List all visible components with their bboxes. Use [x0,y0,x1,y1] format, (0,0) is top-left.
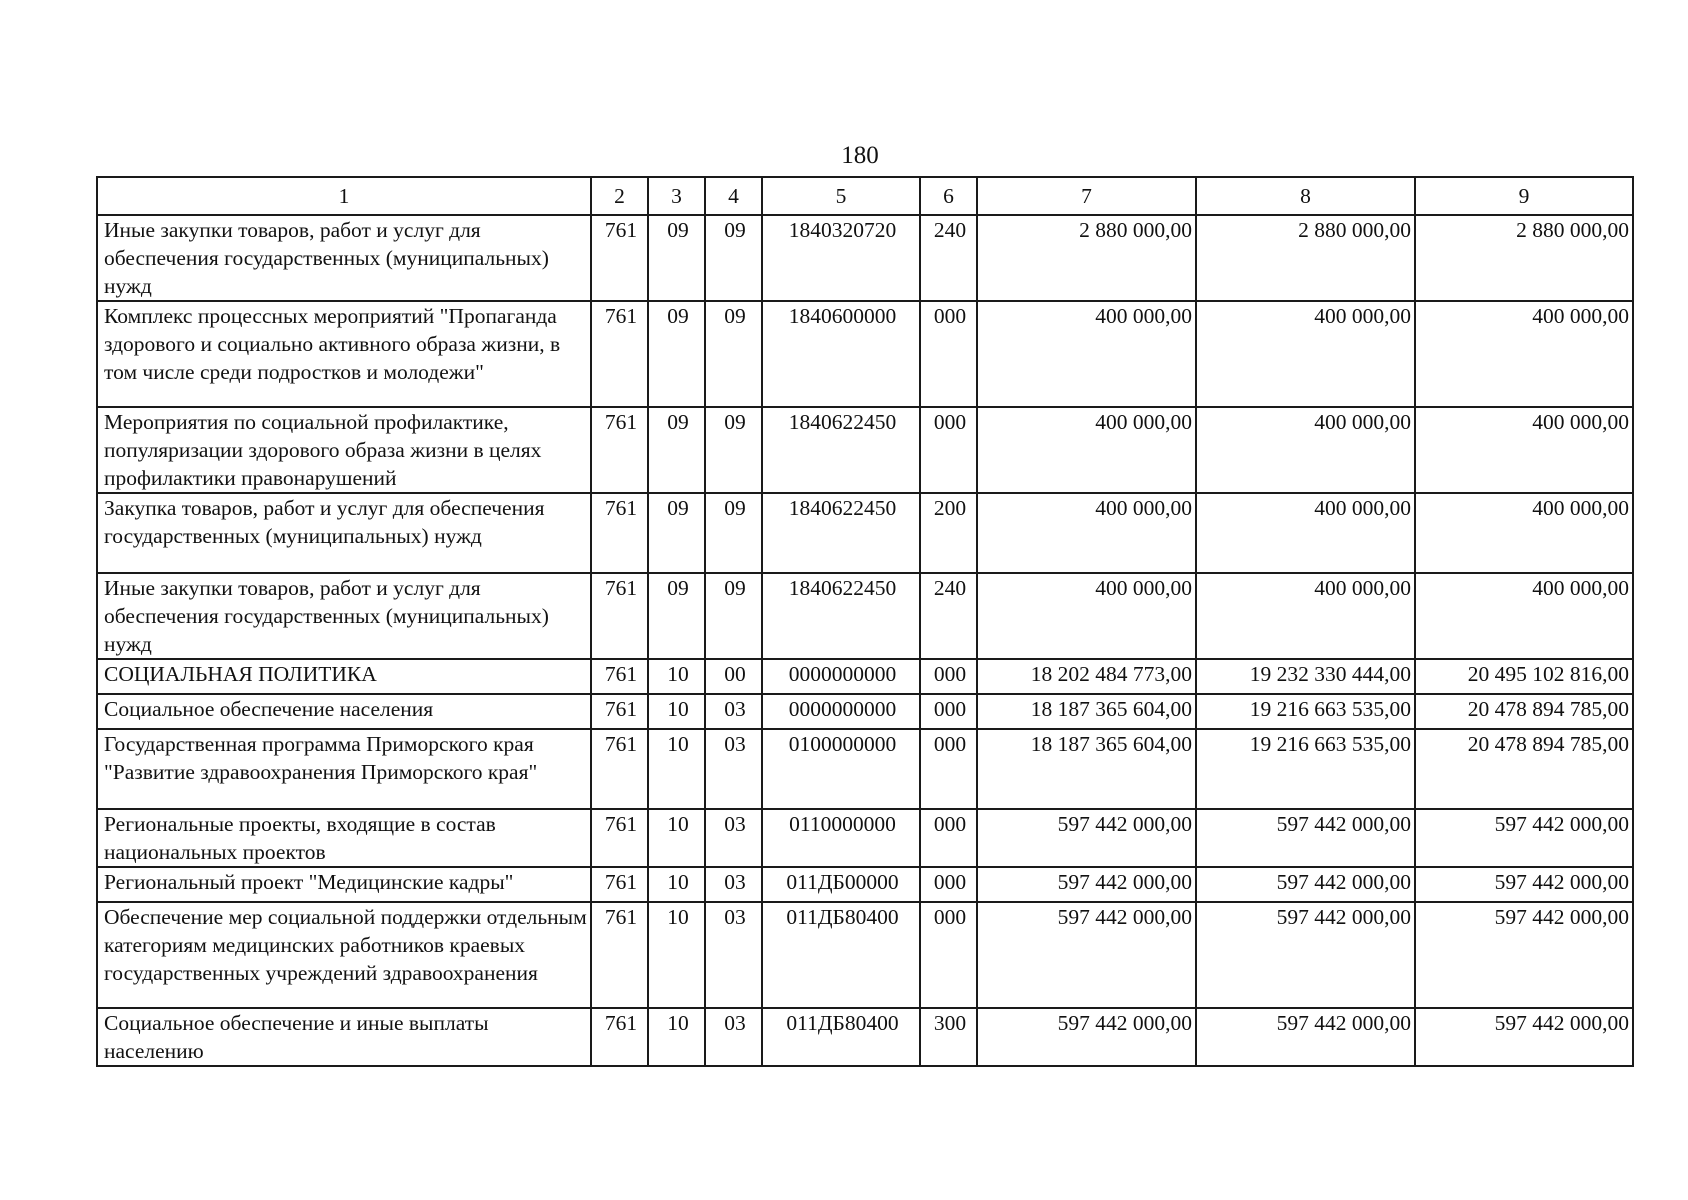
amount-year3-cell: 400 000,00 [1415,573,1633,659]
ministry-code-cell: 761 [591,573,648,659]
amount-year1-cell: 400 000,00 [977,573,1196,659]
amount-year2-cell: 2 880 000,00 [1196,215,1415,301]
expense-kind-cell: 000 [920,809,977,867]
amount-year3-cell: 20 478 894 785,00 [1415,694,1633,729]
amount-year3-cell: 20 478 894 785,00 [1415,729,1633,809]
amount-year2-cell: 400 000,00 [1196,407,1415,493]
target-article-cell: 1840600000 [762,301,920,407]
table-row [97,407,1633,493]
column-header: 9 [1415,177,1633,215]
column-header: 2 [591,177,648,215]
row-name-cell: Комплекс процессных мероприятий "Пропаганда здорового и социально активного образа жизни, в том числе среди подростков и молодежи" [97,301,591,407]
subsection-code-cell: 09 [705,215,762,301]
row-name-cell: Иные закупки товаров, работ и услуг для обеспечения государственных (муниципальных) нужд [97,215,591,301]
amount-year3-cell: 400 000,00 [1415,301,1633,407]
amount-year1-cell: 18 187 365 604,00 [977,729,1196,809]
table-row [97,1008,1633,1066]
column-header: 1 [97,177,591,215]
table-row [97,694,1633,729]
row-name-cell: Мероприятия по социальной профилактике, популяризации здорового образа жизни в целях профилактики правонарушений [97,407,591,493]
ministry-code-cell: 761 [591,867,648,902]
amount-year2-cell: 400 000,00 [1196,573,1415,659]
target-article-cell: 011ДБ80400 [762,1008,920,1066]
expense-kind-cell: 000 [920,407,977,493]
amount-year2-cell: 19 216 663 535,00 [1196,729,1415,809]
amount-year1-cell: 400 000,00 [977,407,1196,493]
column-header: 6 [920,177,977,215]
target-article-cell: 0110000000 [762,809,920,867]
table-row [97,729,1633,809]
target-article-cell: 011ДБ00000 [762,867,920,902]
section-code-cell: 09 [648,573,705,659]
target-article-cell: 1840622450 [762,407,920,493]
amount-year3-cell: 2 880 000,00 [1415,215,1633,301]
table-row [97,301,1633,407]
table-row [97,867,1633,902]
amount-year1-cell: 400 000,00 [977,493,1196,573]
ministry-code-cell: 761 [591,301,648,407]
section-code-cell: 10 [648,659,705,694]
subsection-code-cell: 03 [705,694,762,729]
row-name-cell: Обеспечение мер социальной поддержки отдельным категориям медицинских работников краевых государственных учреждений здравоохранения [97,902,591,1008]
amount-year1-cell: 597 442 000,00 [977,809,1196,867]
subsection-code-cell: 09 [705,301,762,407]
row-name-cell: Социальное обеспечение населения [97,694,591,729]
expense-kind-cell: 000 [920,301,977,407]
table-row [97,215,1633,301]
row-name-cell: Региональный проект "Медицинские кадры" [97,867,591,902]
table-row [97,659,1633,694]
expense-kind-cell: 240 [920,215,977,301]
amount-year1-cell: 597 442 000,00 [977,1008,1196,1066]
table-row [97,493,1633,573]
amount-year3-cell: 597 442 000,00 [1415,867,1633,902]
amount-year1-cell: 2 880 000,00 [977,215,1196,301]
table-body [97,215,1633,1066]
section-code-cell: 10 [648,902,705,1008]
column-header-row [97,177,1633,215]
section-code-cell: 09 [648,407,705,493]
amount-year3-cell: 597 442 000,00 [1415,902,1633,1008]
table-row [97,902,1633,1008]
row-name-cell: Иные закупки товаров, работ и услуг для обеспечения государственных (муниципальных) нужд [97,573,591,659]
target-article-cell: 1840622450 [762,493,920,573]
subsection-code-cell: 03 [705,1008,762,1066]
amount-year1-cell: 18 187 365 604,00 [977,694,1196,729]
ministry-code-cell: 761 [591,729,648,809]
amount-year2-cell: 597 442 000,00 [1196,809,1415,867]
amount-year3-cell: 20 495 102 816,00 [1415,659,1633,694]
expense-kind-cell: 300 [920,1008,977,1066]
column-header: 3 [648,177,705,215]
amount-year3-cell: 597 442 000,00 [1415,1008,1633,1066]
subsection-code-cell: 03 [705,867,762,902]
expense-kind-cell: 200 [920,493,977,573]
column-header: 5 [762,177,920,215]
section-code-cell: 10 [648,867,705,902]
amount-year2-cell: 597 442 000,00 [1196,1008,1415,1066]
amount-year2-cell: 19 232 330 444,00 [1196,659,1415,694]
amount-year3-cell: 400 000,00 [1415,493,1633,573]
amount-year2-cell: 400 000,00 [1196,301,1415,407]
ministry-code-cell: 761 [591,493,648,573]
section-code-cell: 10 [648,809,705,867]
section-code-cell: 10 [648,694,705,729]
amount-year3-cell: 400 000,00 [1415,407,1633,493]
section-code-cell: 10 [648,1008,705,1066]
ministry-code-cell: 761 [591,809,648,867]
expense-kind-cell: 000 [920,902,977,1008]
target-article-cell: 1840320720 [762,215,920,301]
section-code-cell: 10 [648,729,705,809]
row-name-cell: Социальное обеспечение и иные выплаты населению [97,1008,591,1066]
section-code-cell: 09 [648,301,705,407]
target-article-cell: 0100000000 [762,729,920,809]
amount-year2-cell: 597 442 000,00 [1196,902,1415,1008]
table-row [97,809,1633,867]
subsection-code-cell: 09 [705,407,762,493]
target-article-cell: 0000000000 [762,694,920,729]
expense-kind-cell: 000 [920,694,977,729]
subsection-code-cell: 03 [705,902,762,1008]
expense-kind-cell: 000 [920,659,977,694]
ministry-code-cell: 761 [591,407,648,493]
amount-year1-cell: 18 202 484 773,00 [977,659,1196,694]
row-name-cell: Закупка товаров, работ и услуг для обеспечения государственных (муниципальных) нужд [97,493,591,573]
page-number: 180 [841,142,879,169]
row-name-cell: СОЦИАЛЬНАЯ ПОЛИТИКА [97,659,591,694]
amount-year3-cell: 597 442 000,00 [1415,809,1633,867]
target-article-cell: 1840622450 [762,573,920,659]
amount-year1-cell: 597 442 000,00 [977,902,1196,1008]
budget-table [96,176,1634,1067]
target-article-cell: 0000000000 [762,659,920,694]
amount-year2-cell: 597 442 000,00 [1196,867,1415,902]
row-name-cell: Региональные проекты, входящие в состав национальных проектов [97,809,591,867]
section-code-cell: 09 [648,493,705,573]
amount-year1-cell: 597 442 000,00 [977,867,1196,902]
target-article-cell: 011ДБ80400 [762,902,920,1008]
ministry-code-cell: 761 [591,902,648,1008]
column-header: 4 [705,177,762,215]
expense-kind-cell: 240 [920,573,977,659]
ministry-code-cell: 761 [591,694,648,729]
amount-year2-cell: 19 216 663 535,00 [1196,694,1415,729]
ministry-code-cell: 761 [591,1008,648,1066]
ministry-code-cell: 761 [591,215,648,301]
subsection-code-cell: 09 [705,573,762,659]
expense-kind-cell: 000 [920,867,977,902]
expense-kind-cell: 000 [920,729,977,809]
row-name-cell: Государственная программа Приморского края "Развитие здравоохранения Приморского края" [97,729,591,809]
ministry-code-cell: 761 [591,659,648,694]
subsection-code-cell: 09 [705,493,762,573]
subsection-code-cell: 03 [705,729,762,809]
subsection-code-cell: 00 [705,659,762,694]
section-code-cell: 09 [648,215,705,301]
subsection-code-cell: 03 [705,809,762,867]
table-row [97,573,1633,659]
column-header: 7 [977,177,1196,215]
amount-year1-cell: 400 000,00 [977,301,1196,407]
amount-year2-cell: 400 000,00 [1196,493,1415,573]
column-header: 8 [1196,177,1415,215]
